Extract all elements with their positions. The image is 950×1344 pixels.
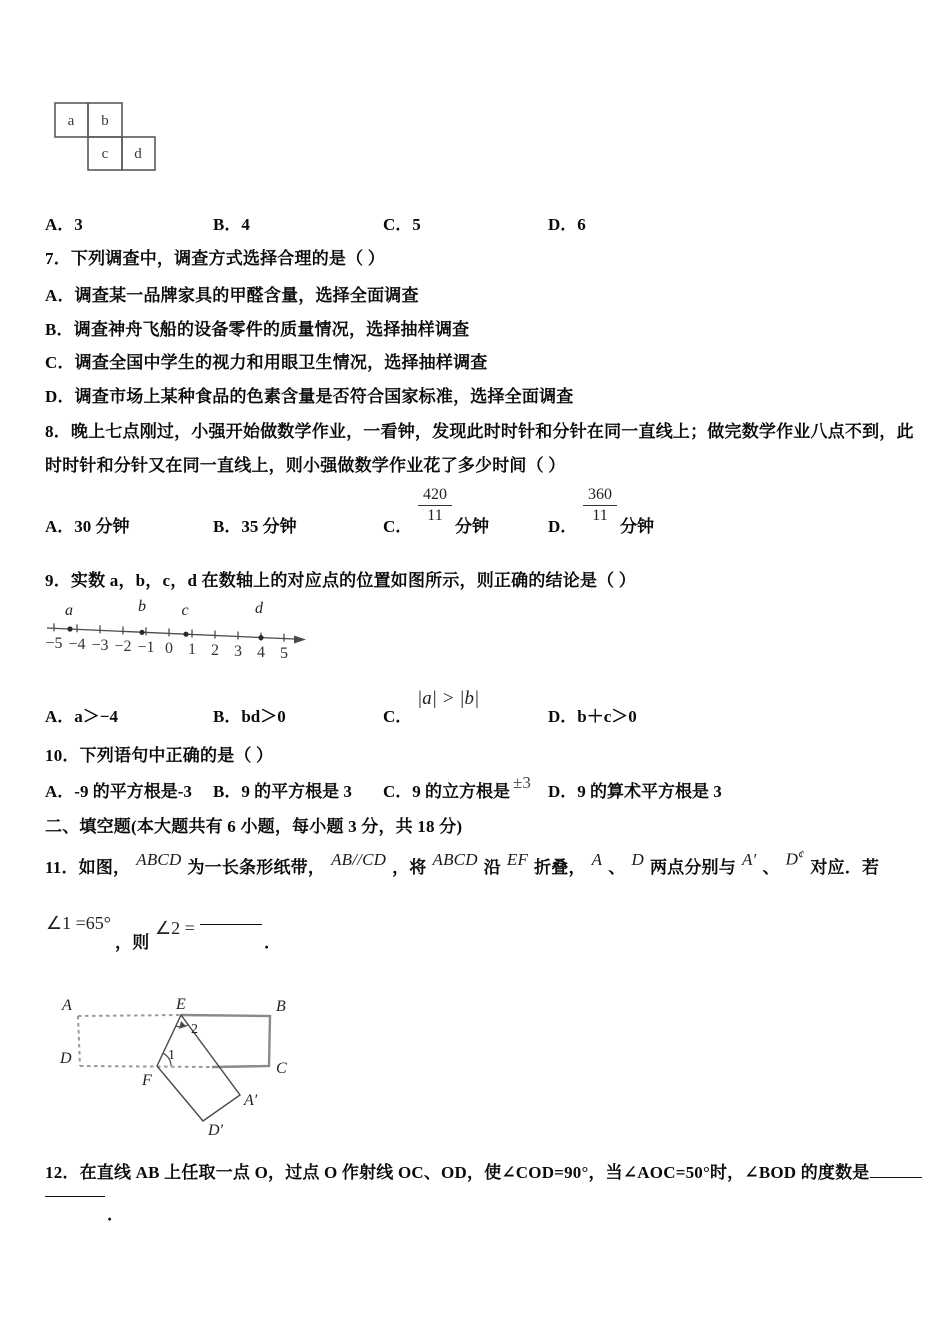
q10-option-a: A．-9 的平方根是-3: [45, 782, 192, 801]
square-d-label: d: [134, 146, 142, 162]
number-line-figure: [42, 598, 322, 668]
q8-option-c-key: C．: [383, 517, 413, 536]
q11-math-d-prime: D¢: [785, 847, 805, 869]
tick-3: 3: [234, 643, 242, 660]
q8-option-a: A．30 分钟: [45, 517, 130, 536]
q7-option-a: A．调查某一品牌家具的甲醛含量，选择全面调查: [45, 286, 419, 305]
q8-option-c-fraction: $\frac{420}{11}$: [418, 486, 452, 525]
q8-option-d-fraction: $\frac{360}{11}$: [583, 486, 617, 525]
q8-option-d-unit: 分钟: [620, 517, 654, 536]
q11-angle2-eq: ∠2 =: [155, 918, 195, 938]
q11-period: ．: [264, 933, 282, 952]
tick-1: 1: [188, 641, 196, 658]
q11-then-text: ，则: [115, 933, 150, 952]
q11-math-a: A: [591, 850, 603, 869]
square-a-label: a: [67, 113, 75, 129]
q8-stem-line1: 8．晚上七点刚过，小强开始做数学作业，一看钟，发现此时时针和分针在同一直线上；做完数学作业八点不到，此: [45, 422, 914, 441]
net-squares-figure: [50, 98, 170, 178]
q11-angle1-eq: ∠1 =65°: [46, 913, 111, 933]
q12-blank-line2: [45, 1196, 105, 1197]
fig11-label-D-prime: D′: [208, 1122, 224, 1139]
section2-title: 二、填空题(本大题共有 6 小题，每小题 3 分，共 18 分): [45, 817, 463, 836]
q11-text-8: 对应．若: [810, 858, 880, 877]
tick--2: −2: [114, 638, 132, 655]
q11-fold-figure: [50, 993, 310, 1148]
numberline-point-d: d: [255, 600, 263, 617]
q10-option-b: B．9 的平方根是 3: [213, 782, 352, 801]
q8-option-b: B．35 分钟: [213, 517, 297, 536]
q6-option-d: D．6: [548, 215, 586, 234]
q11-text-7: 、: [762, 858, 780, 877]
q9-option-d: D．b＋c＞0: [548, 707, 637, 726]
q7-option-c: C．调查全国中学生的视力和用眼卫生情况，选择抽样调查: [45, 353, 488, 372]
q11-answer-blank: [200, 924, 262, 925]
fig11-label-E: E: [176, 996, 186, 1013]
tick--4: −4: [68, 636, 86, 653]
q9-option-b: B．bd＞0: [213, 707, 286, 726]
numberline-point-a: a: [65, 602, 73, 619]
q11-math-d: D: [631, 850, 644, 869]
tick--3: −3: [91, 637, 109, 654]
q12-blank-inline: [870, 1177, 922, 1178]
q11-math-a-prime: A′: [741, 850, 757, 869]
q11-text-1: 为一长条形纸带，: [187, 858, 326, 877]
q11-text-4: 折叠，: [534, 858, 586, 877]
q11-math-abcd2: ABCD: [432, 850, 478, 869]
fig11-angle-2: 2: [191, 1022, 198, 1037]
q11-text-6: 两点分别与: [649, 858, 736, 877]
q10-stem: 10．下列语句中正确的是（ ）: [45, 746, 274, 765]
fig11-label-F: F: [142, 1072, 152, 1089]
q11-math-ef: EF: [506, 850, 529, 869]
q6-option-b: B．4: [213, 215, 250, 234]
q11-text-0: 11．如图，: [45, 858, 131, 877]
numberline-point-c: c: [181, 602, 189, 619]
q9-option-a: A．a＞−4: [45, 707, 118, 726]
q11-math-ab-cd: AB//CD: [331, 850, 387, 869]
q10-option-c-math: ±3: [513, 773, 531, 792]
q11-stem-line1: [45, 847, 880, 878]
q7-option-d: D．调查市场上某种食品的色素含量是否符合国家标准，选择全面调查: [45, 387, 574, 406]
q11-text-2: ，将: [392, 858, 427, 877]
q11-math-abcd1: ABCD: [136, 850, 182, 869]
q7-stem: 7．下列调查中，调查方式选择合理的是（ ）: [45, 249, 385, 268]
q10-option-d: D．9 的算术平方根是 3: [548, 782, 722, 801]
tick-0: 0: [165, 640, 173, 657]
numberline-point-b: b: [138, 598, 146, 615]
tick-5: 5: [280, 645, 288, 662]
fig11-label-A-prime: A′: [244, 1092, 258, 1109]
q8-stem-line2: 时时针和分针又在同一直线上，则小强做数学作业花了多少时间（ ）: [45, 456, 566, 475]
q10-option-c: C．9 的立方根是: [383, 782, 511, 801]
square-c-label: c: [101, 146, 109, 162]
fig11-angle-1: 1: [168, 1048, 175, 1063]
q8-option-d-key: D．: [548, 517, 578, 536]
fig11-label-D: D: [60, 1050, 72, 1067]
tick-2: 2: [211, 642, 219, 659]
q7-option-b: B．调查神舟飞船的设备零件的质量情况，选择抽样调查: [45, 320, 470, 339]
tick--5: −5: [45, 635, 63, 652]
q9-stem: 9．实数 a，b，c，d 在数轴上的对应点的位置如图所示，则正确的结论是（ ）: [45, 571, 637, 590]
q6-option-a: A．3: [45, 215, 83, 234]
square-b-label: b: [101, 113, 109, 129]
q12-period: ．: [107, 1205, 125, 1224]
q8-option-c-unit: 分钟: [455, 517, 489, 536]
fig11-label-C: C: [276, 1060, 287, 1077]
tick-4: 4: [257, 644, 265, 661]
q9-option-c-math: |a| > |b|: [417, 688, 480, 709]
q6-option-c: C．5: [383, 215, 421, 234]
fig11-label-B: B: [276, 998, 286, 1015]
q12-stem: 12．在直线 AB 上任取一点 O，过点 O 作射线 OC、OD，使∠COD=90°，当∠AOC=50°时，∠BOD 的度数是: [45, 1158, 922, 1183]
q11-text-3: 沿: [483, 858, 501, 877]
tick--1: −1: [137, 639, 155, 656]
fig11-label-A: A: [62, 997, 72, 1014]
q11-text-5: 、: [608, 858, 626, 877]
q9-option-c-key: C．: [383, 707, 413, 726]
